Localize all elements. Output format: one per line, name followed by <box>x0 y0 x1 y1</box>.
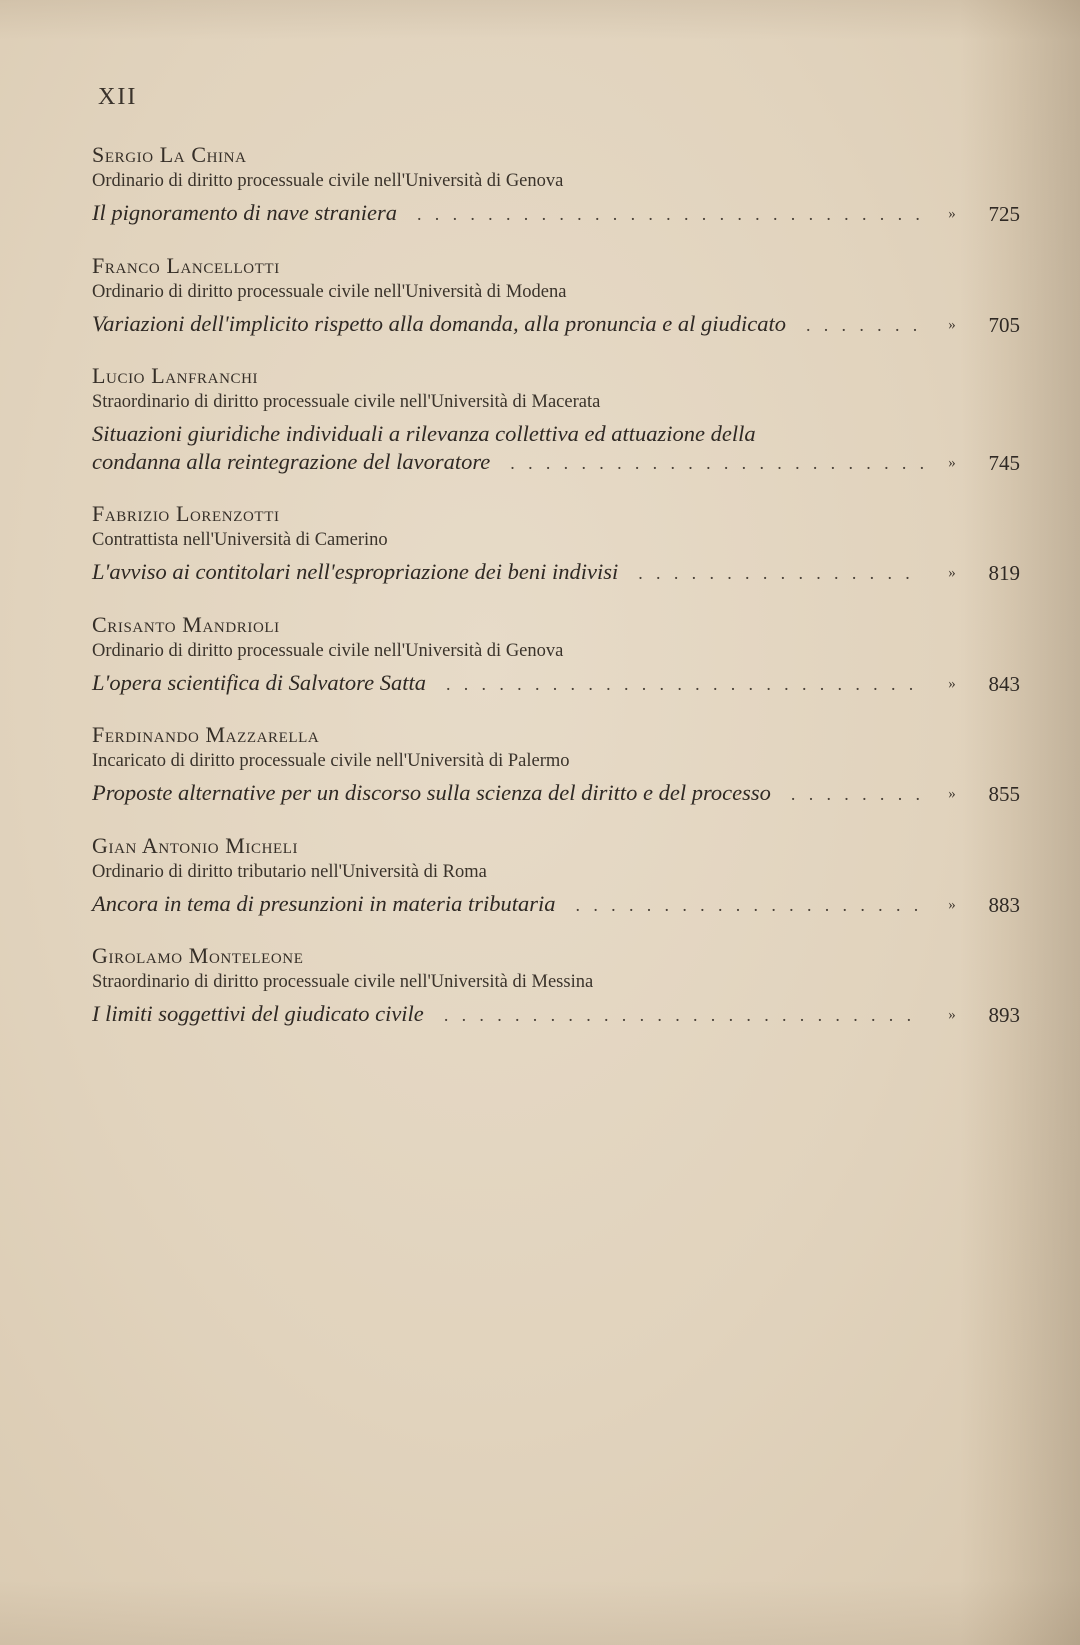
dot-leader <box>446 670 924 698</box>
page-number: 819 <box>988 561 1020 585</box>
toc-entry <box>92 141 1020 252</box>
title-line <box>92 890 932 919</box>
dot-leader <box>806 311 924 339</box>
author-name: Gian Antonio Micheli <box>92 832 299 858</box>
article-title <box>92 890 932 919</box>
ditto-mark: » <box>948 675 956 692</box>
title-row <box>92 1000 1020 1029</box>
page-number: 843 <box>988 671 1020 696</box>
page-number: 883 <box>988 892 1020 917</box>
title-line <box>92 310 932 339</box>
author-position: Ordinario di diritto processuale civile nell'Università di Genova <box>92 171 564 191</box>
title-line <box>92 558 932 587</box>
title-line <box>92 779 932 808</box>
page-folio: XII <box>98 84 138 110</box>
article-title <box>92 310 932 339</box>
page-number: 893 <box>988 1003 1020 1027</box>
article-title <box>92 669 932 698</box>
ditto-mark: » <box>948 1007 956 1023</box>
title-text: condanna alla reintegrazione del lavoratore <box>92 449 491 474</box>
title-text: Ancora in tema di presunzioni in materia tributaria <box>92 890 556 916</box>
toc-entry <box>92 252 1020 363</box>
article-title <box>92 779 932 808</box>
toc-entry <box>92 832 1020 943</box>
author-position: Straordinario di diritto processuale civile nell'Università di Messina <box>92 972 594 992</box>
dot-leader <box>444 1001 924 1029</box>
toc-entry <box>92 721 1020 832</box>
article-title <box>92 558 932 587</box>
title-line <box>92 1000 932 1029</box>
title-row <box>92 310 1020 339</box>
ditto-mark: » <box>948 455 956 471</box>
toc-entry <box>92 500 1020 611</box>
toc-entry <box>92 362 1020 500</box>
title-row <box>92 779 1020 808</box>
ditto-mark: » <box>948 206 956 222</box>
title-text: Proposte alternative per un discorso sulla scienza del diritto e del processo <box>92 780 771 805</box>
title-text: Il pignoramento di nave straniera <box>92 200 397 225</box>
author-name: Lucio Lanfranchi <box>92 363 259 388</box>
page-number: 855 <box>988 782 1020 806</box>
title-text: L'avviso ai contitolari nell'espropriazione dei beni indivisi <box>92 559 619 584</box>
author-position: Ordinario di diritto tributario nell'Università di Roma <box>92 861 487 882</box>
title-row <box>92 890 1020 919</box>
title-row <box>92 558 1020 587</box>
dot-leader <box>417 200 924 228</box>
title-text: L'opera scientifica di Salvatore Satta <box>92 669 426 695</box>
title-row <box>92 199 1020 228</box>
title-line <box>92 448 932 477</box>
page-number: 745 <box>988 451 1020 475</box>
author-name: Fabrizio Lorenzotti <box>92 501 280 526</box>
author-position: Contrattista nell'Università di Camerino <box>92 530 388 550</box>
table-of-contents <box>92 141 1020 1053</box>
dot-leader <box>791 780 924 808</box>
title-row <box>92 420 1020 477</box>
toc-entry <box>92 942 1020 1053</box>
author-position: Ordinario di diritto processuale civile nell'Università di Modena <box>92 281 567 302</box>
title-row <box>92 669 1020 698</box>
author-name: Girolamo Monteleone <box>92 943 304 968</box>
toc-entry <box>92 611 1020 722</box>
title-text: Variazioni dell'implicito rispetto alla domanda, alla pronuncia e al giudicato <box>92 310 786 336</box>
author-name: Ferdinando Mazzarella <box>92 722 320 747</box>
title-line <box>92 199 932 228</box>
ditto-mark: » <box>948 896 956 913</box>
author-name: Sergio La China <box>92 142 247 167</box>
author-position: Straordinario di diritto processuale civile nell'Università di Macerata <box>92 392 601 412</box>
author-position: Incaricato di diritto processuale civile nell'Università di Palermo <box>92 751 570 771</box>
page-number: 725 <box>988 202 1020 226</box>
article-title <box>92 1000 932 1029</box>
dot-leader <box>638 559 924 587</box>
title-text: I limiti soggettivi del giudicato civile <box>92 1001 424 1026</box>
article-title <box>92 199 932 228</box>
ditto-mark: » <box>948 786 956 802</box>
page-number: 705 <box>988 312 1020 337</box>
author-name: Franco Lancellotti <box>92 252 280 278</box>
dot-leader <box>576 891 924 919</box>
article-title <box>92 420 932 477</box>
dot-leader <box>510 449 924 477</box>
title-line <box>92 669 932 698</box>
ditto-mark: » <box>948 316 956 333</box>
author-name: Crisanto Mandrioli <box>92 611 280 637</box>
ditto-mark: » <box>948 565 956 581</box>
title-line: Situazioni giuridiche individuali a rilevanza collettiva ed attuazione della <box>92 421 756 446</box>
author-position: Ordinario di diritto processuale civile nell'Università di Genova <box>92 640 564 661</box>
